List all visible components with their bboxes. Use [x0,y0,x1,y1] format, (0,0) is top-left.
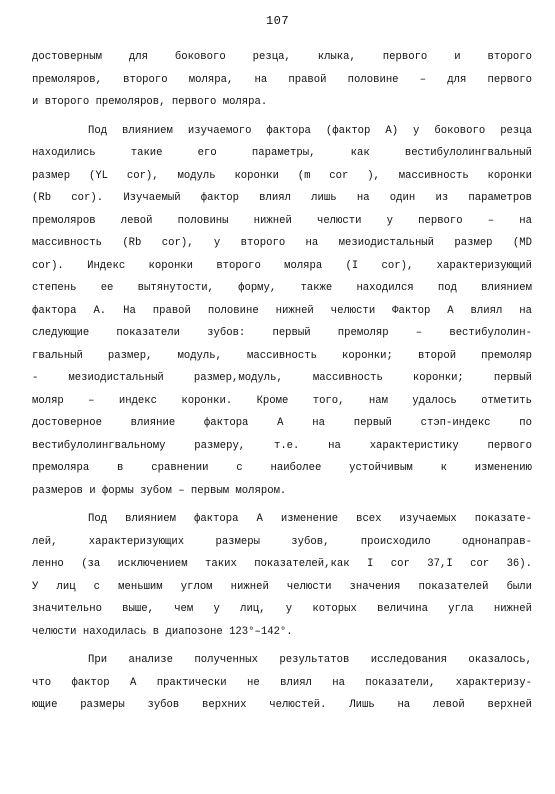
text-line: массивность (Rb cor), у второго на мезиодистальный размер (MD [32,237,532,249]
text-line: Под влиянием фактора А изменение всех изучаемых показате- [88,513,532,525]
text-line: фактора А. На правой половине нижней челюсти Фактор А влиял на [32,304,532,317]
text-line: моляр – индекс коронки. Кроме того, нам удалось отметить [32,394,532,407]
text-line: вестибулолингвальному размеру, т.е. на характеристику первого [32,439,532,452]
paragraph-2 [32,120,532,503]
text-line: находились такие его параметры, как вестибулолингвальный [32,147,532,159]
page-number: 107 [265,14,290,28]
text-line: премоляров, второго моляра, на правой половине – для первого [32,73,532,86]
paragraph-1 [32,46,532,114]
text-line: размер (YL cor), модуль коронки (m cor ), массивность коронки [32,169,532,182]
text-line: челюсти находилась в диапозоне 123°–142°. [32,625,293,638]
text-line: У лиц с меньшим углом нижней челюсти значения показателей были [32,580,532,593]
text-line: что фактор А практически не влиял на показатели, характеризу- [32,676,532,689]
text-line: лей, характеризующих размеры зубов, происходило однонаправ- [32,535,532,548]
text-line: степень ее вытянутости, форму, также находился под влиянием [32,282,532,294]
paragraph-3 [32,508,532,643]
text-line: ющие размеры зубов верхних челюстей. Лишь на левой верхней [32,699,532,711]
text-line: достоверное влияние фактора А на первый стэп-индекс по [32,417,532,429]
text-line: При анализе полученных результатов исследования оказалось, [88,654,532,666]
text-line: премоляров левой половины нижней челюсти у первого – на [32,214,532,227]
text-line: премоляра в сравнении с наиболее устойчивым к изменению [32,462,532,474]
text-line: cor). Индекс коронки второго моляра (I cor), характеризующий [32,259,532,272]
text-line: и второго премоляров, первого моляра. [32,96,268,108]
text-line: значительно выше, чем у лиц, у которых величина угла нижней [32,603,532,615]
text-line: гвальный размер, модуль, массивность коронки; второй премоляр [32,349,532,362]
text-line: - мезиодистальный размер,модуль, массивность коронки; первый [32,372,532,384]
text-line: (Rb cor). Изучаемый фактор влиял лишь на один из параметров [32,192,532,204]
text-line: следующие показатели зубов: первый премоляр – вестибулолин- [32,327,532,339]
text-line: ленно (за исключением таких показателей,как I cor 37,I cor 36). [32,558,532,570]
text-line: достоверным для бокового резца, клыка, первого и второго [32,51,532,63]
paragraph-4 [32,649,532,717]
text-line: размеров и формы зубом – первым моляром. [32,484,287,497]
document-body [32,46,532,717]
text-line: Под влиянием изучаемого фактора (фактор А) у бокового резца [88,124,532,137]
